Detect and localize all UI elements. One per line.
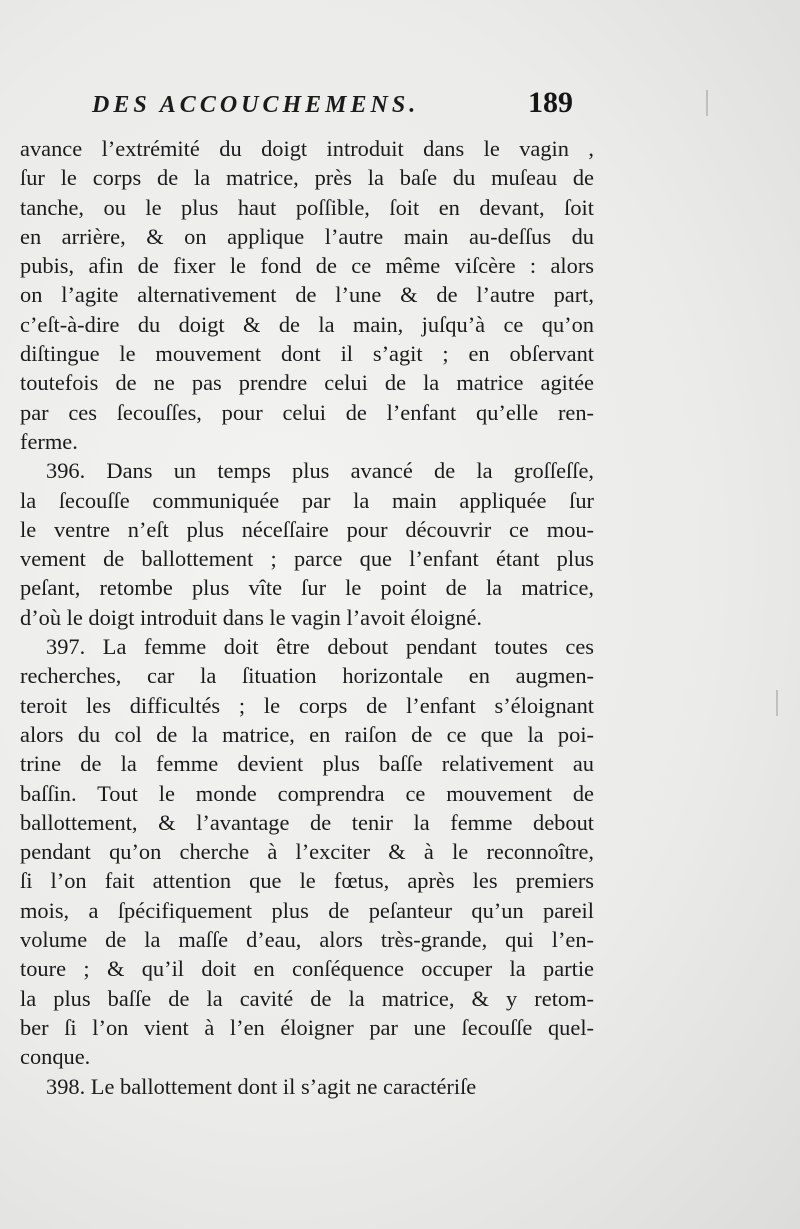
text-line: conque. [20,1044,91,1070]
paragraph-396-first-line: 396. Dans un temps plus avancé de la groſſeſſe, [46,458,594,484]
text-line: diſtingue le mouvement dont il s’agit ; en obſervant [20,341,594,367]
text-line: vement de ballottement ; parce que l’enfant étant plus [20,546,594,572]
body-text [20,134,594,1101]
text-line: toutefois de ne pas prendre celui de la matrice agitée [20,370,594,396]
text-line: ferme. [20,428,78,454]
paper-scratch-mark [776,690,778,716]
text-line: pubis, afin de fixer le fond de ce même viſcère : alors [20,253,594,279]
text-line: par ces ſecouſſes, pour celui de l’enfant qu’elle ren- [20,399,594,425]
text-line: toure ; & qu’il doit en conſéquence occuper la partie [20,956,594,982]
text-line: en arrière, & on applique l’autre main au-deſſus du [20,223,594,249]
page-number: 189 [528,86,573,119]
text-line: peſant, retombe plus vîte ſur le point de la matrice, [20,575,594,601]
paragraph-397-first-line: 397. La femme doit être debout pendant toutes ces [46,634,594,660]
text-line: d’où le doigt introduit dans le vagin l’avoit éloigné. [20,604,483,630]
text-line: la ſecouſſe communiquée par la main appliquée ſur [20,487,594,513]
paragraph-398-first-line: 398. Le ballottement dont il s’agit ne caractériſe [46,1073,477,1099]
text-line: trine de la femme devient plus baſſe relativement au [20,751,594,777]
text-line: alors du col de la matrice, en raiſon de ce que la poi- [20,721,594,747]
text-line: teroit les difficultés ; le corps de l’enfant s’éloignant [20,692,594,718]
text-line: ſi l’on fait attention que le fœtus, après les premiers [20,868,594,894]
text-line: volume de la maſſe d’eau, alors très-grande, qui l’en- [20,927,594,953]
text-line: recherches, car la ſituation horizontale en augmen- [20,663,594,689]
running-title: DES ACCOUCHEMENS. [92,92,420,118]
text-line: tanche, ou le plus haut poſſible, ſoit en devant, ſoit [20,194,594,220]
text-line: mois, a ſpécifiquement plus de peſanteur qu’un pareil [20,897,594,923]
text-line: avance l’extrémité du doigt introduit dans le vagin , [20,136,594,161]
text-line: la plus baſſe de la cavité de la matrice, & y retom- [20,985,594,1011]
text-line: pendant qu’on cherche à l’exciter & à le reconnoître, [20,839,594,865]
text-line: ber ſi l’on vient à l’en éloigner par une ſecouſſe quel- [20,1014,594,1040]
paper-scratch-mark [706,90,708,116]
text-line: ballottement, & l’avantage de tenir la femme debout [20,809,594,835]
text-line: c’eſt-à-dire du doigt & de la main, juſqu’à ce qu’on [20,311,594,337]
text-line: baſſin. Tout le monde comprendra ce mouvement de [20,780,594,806]
text-line: on l’agite alternativement de l’une & de l’autre part, [20,282,594,308]
text-line: ſur le corps de la matrice, près la baſe du muſeau de [20,165,594,191]
text-line: le ventre n’eſt plus néceſſaire pour découvrir ce mou- [20,516,594,542]
